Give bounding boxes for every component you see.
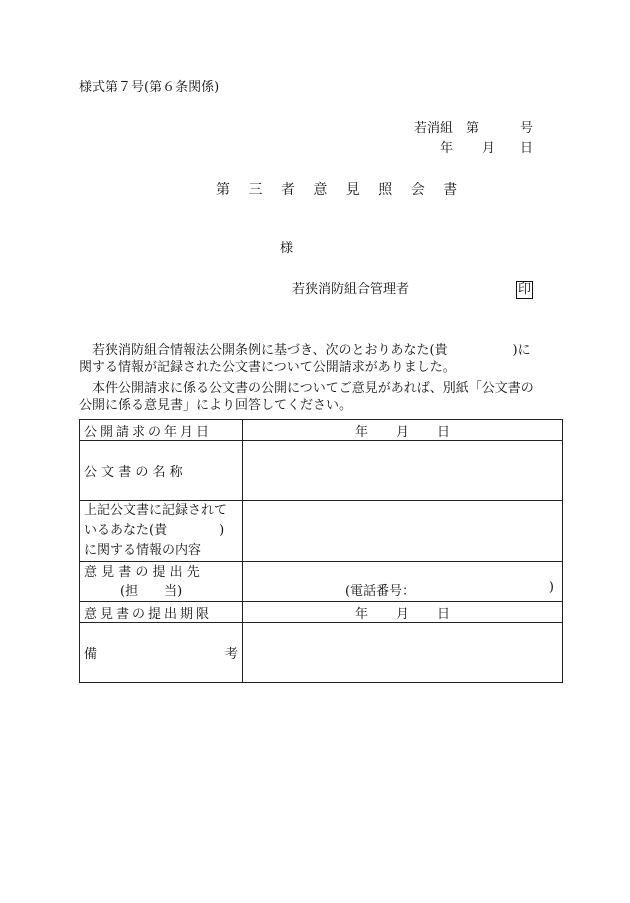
- row-request-date: [80, 420, 563, 441]
- label-remarks: [80, 623, 243, 683]
- document-title: 第 三 者 意 見 照 会 書: [216, 182, 465, 198]
- label-document-name-text: 公 文 書 の 名 称: [84, 465, 183, 480]
- label-contact-person: (担 当): [120, 583, 183, 599]
- deadline-year: 年: [354, 606, 368, 622]
- label-information-content: [80, 501, 243, 562]
- row-submission-deadline: [80, 602, 563, 623]
- phone-close: ): [548, 580, 554, 595]
- label-submission-deadline-text: 意見書の提出期限: [84, 606, 213, 622]
- value-request-date: [243, 420, 563, 441]
- value-remarks: [243, 623, 563, 683]
- date-month: 月: [482, 141, 496, 156]
- request-date-month: 月: [395, 424, 409, 440]
- label-request-date: [80, 420, 243, 441]
- label-information-content-line-2: いるあなた(貴 ): [84, 523, 225, 538]
- body-paragraph-2-line-1: 本件公開請求に係る公文書の公開についてご意見があれば、別紙「公文書の: [79, 381, 534, 396]
- body-paragraph-1-line-1: 若狭消防組合情報法公開条例に基づき、次のとおりあなた(貴 )に: [79, 343, 531, 358]
- row-submission-destination: [80, 562, 563, 602]
- reference-org: 若消組: [414, 121, 454, 136]
- inquiry-table: [79, 419, 563, 683]
- request-date-fields: [247, 421, 558, 440]
- body-paragraph-2-line-2: 公開に係る意見書」により回答してください。: [79, 398, 353, 413]
- request-date-day: 日: [437, 424, 451, 440]
- label-request-date-text: 公開請求の年月日: [84, 424, 213, 440]
- body-paragraph-2: [79, 380, 567, 414]
- phone-open: (電話番号：: [345, 584, 416, 599]
- deadline-date-fields: [247, 603, 558, 622]
- request-date-year: 年: [354, 424, 368, 440]
- date-year: 年: [440, 141, 454, 156]
- addressee-suffix: 様: [280, 241, 294, 256]
- label-document-name: [80, 441, 243, 501]
- label-information-content-line-3: に関する情報の内容: [84, 543, 202, 558]
- form-number: 様式第７号(第６条関係): [79, 80, 220, 95]
- row-document-name: [80, 441, 563, 501]
- label-remarks-left: 備: [84, 647, 98, 662]
- body-paragraph-1: [79, 342, 567, 376]
- sender-name: 若狭消防組合管理者: [292, 282, 410, 297]
- reference-dai: 第: [466, 121, 480, 136]
- value-submission-destination: [243, 562, 563, 602]
- label-information-content-line-1: 上記公文書に記録されて: [84, 503, 228, 518]
- value-document-name: [243, 441, 563, 501]
- row-remarks: [80, 623, 563, 683]
- date-day: 日: [520, 141, 534, 156]
- deadline-month: 月: [395, 606, 409, 622]
- value-information-content: [243, 501, 563, 562]
- deadline-day: 日: [437, 606, 451, 622]
- seal-mark: 印: [518, 282, 532, 297]
- label-remarks-right: 考: [224, 647, 238, 662]
- label-submission-destination-line-1: 意 見 書 の 提 出 先: [84, 564, 200, 580]
- label-submission-destination: [80, 562, 243, 602]
- body-paragraph-1-line-2: 関する情報が記録された公文書について公開請求がありました。: [79, 360, 456, 375]
- row-information-content: [80, 501, 563, 562]
- label-submission-deadline: [80, 602, 243, 623]
- label-remarks-text: [84, 643, 238, 662]
- phone-number-field: [247, 580, 558, 599]
- value-submission-deadline: [243, 602, 563, 623]
- reference-go: 号: [520, 121, 534, 136]
